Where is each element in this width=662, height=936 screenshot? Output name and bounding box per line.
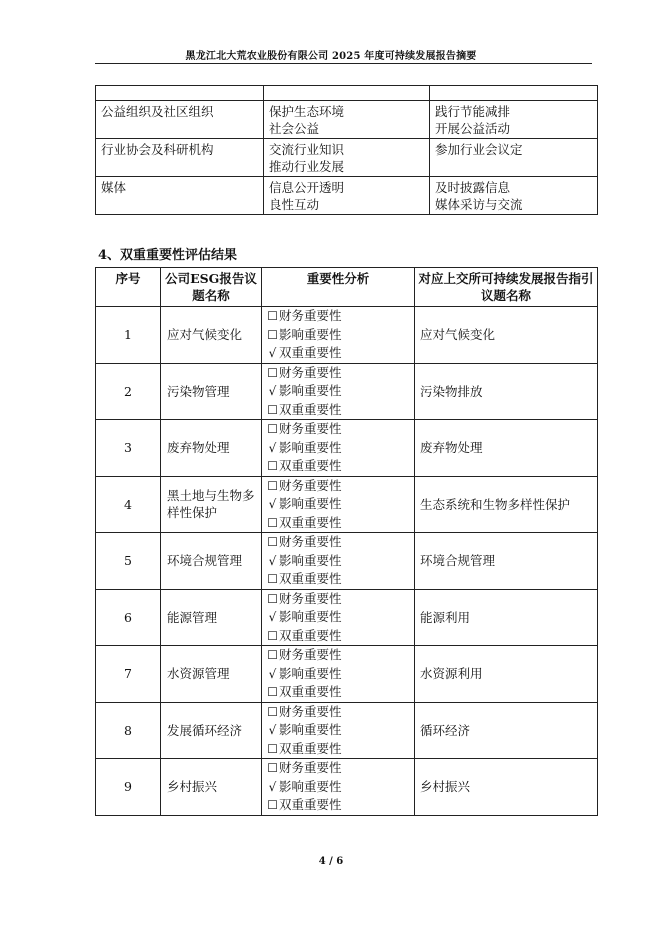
materiality-option (266, 608, 414, 627)
checkbox-icon: ☐ (267, 572, 278, 586)
materiality-option-label: 双重重要性 (279, 797, 342, 812)
materiality-option-label: 影响重要性 (279, 383, 342, 398)
checkbox-icon: ☐ (267, 704, 278, 719)
topic-name: 水资源管理 (161, 646, 262, 703)
stakeholder-channel: 践行节能减排 (435, 104, 511, 119)
materiality-option-label: 影响重要性 (279, 609, 342, 624)
materiality-option (266, 401, 414, 420)
materiality-option-label: 财务重要性 (279, 647, 342, 662)
materiality-option (266, 665, 414, 684)
row-index: 2 (96, 363, 161, 420)
stakeholder-table (95, 85, 598, 215)
stakeholder-concern: 交流行业知识 (269, 142, 345, 157)
materiality-option (266, 477, 414, 496)
stakeholder-group: 媒体 (101, 180, 127, 195)
column-header-topic: 公司ESG报告议题名称 (161, 268, 262, 307)
topic-name: 污染物管理 (161, 363, 262, 420)
materiality-option (266, 307, 414, 326)
checkbox-icon: ☐ (267, 761, 278, 775)
materiality-option-label: 双重重要性 (279, 458, 342, 473)
checkmark-icon: √ (268, 666, 277, 681)
checkbox-icon: ☐ (267, 648, 278, 662)
checkmark-icon: √ (268, 610, 277, 624)
materiality-options (262, 759, 415, 816)
stakeholder-row (96, 139, 598, 177)
materiality-option (266, 570, 414, 589)
materiality-options (262, 533, 415, 590)
topic-name: 乡村振兴 (161, 759, 262, 816)
materiality-option-label: 影响重要性 (279, 439, 342, 455)
materiality-option-label: 财务重要性 (279, 477, 342, 493)
guideline-topic: 能源利用 (415, 589, 598, 646)
materiality-option (266, 703, 414, 722)
materiality-option (266, 344, 414, 363)
checkbox-icon: ☐ (267, 459, 278, 473)
materiality-options (262, 420, 415, 477)
stakeholder-concern: 社会公益 (269, 121, 320, 136)
checkbox-icon: ☐ (267, 327, 278, 342)
checkmark-icon: √ (268, 497, 277, 511)
materiality-option (266, 627, 414, 646)
guideline-topic: 乡村振兴 (415, 759, 598, 816)
topic-name: 黑土地与生物多样性保护 (161, 476, 262, 533)
materiality-option (266, 439, 414, 458)
stakeholder-channel: 及时披露信息 (435, 180, 511, 195)
materiality-option (266, 646, 414, 665)
row-index: 9 (96, 759, 161, 816)
materiality-option (266, 796, 414, 815)
page-number: 4 / 6 (318, 856, 344, 867)
materiality-option-label: 双重重要性 (279, 627, 342, 643)
materiality-option-label: 影响重要性 (279, 722, 342, 737)
stakeholder-concern: 推动行业发展 (269, 159, 345, 174)
stakeholder-channel-cell (430, 86, 598, 101)
table-row (96, 646, 598, 703)
guideline-topic: 应对气候变化 (415, 307, 598, 364)
row-index: 1 (96, 307, 161, 364)
materiality-option (266, 740, 414, 759)
materiality-option (266, 326, 414, 345)
stakeholder-channel: 开展公益活动 (435, 121, 511, 136)
column-header-guideline: 对应上交所可持续发展报告指引议题名称 (415, 268, 598, 307)
checkbox-icon: ☐ (267, 628, 278, 643)
materiality-option (266, 778, 414, 797)
checkbox-icon: ☐ (267, 515, 278, 530)
materiality-option (266, 683, 414, 702)
column-header-index: 序号 (96, 268, 161, 307)
checkbox-icon: ☐ (267, 402, 278, 417)
materiality-option-label: 财务重要性 (279, 590, 342, 606)
stakeholder-concern-cell (264, 86, 430, 101)
checkbox-icon: ☐ (267, 422, 278, 436)
guideline-topic: 水资源利用 (415, 646, 598, 703)
stakeholder-group-cell (96, 101, 264, 139)
materiality-option-label: 双重重要性 (279, 684, 342, 699)
table-row (96, 476, 598, 533)
materiality-option (266, 495, 414, 514)
materiality-option-label: 影响重要性 (279, 665, 342, 681)
table-row (96, 589, 598, 646)
checkmark-icon: √ (268, 440, 277, 455)
topic-name: 发展循环经济 (161, 702, 262, 759)
materiality-option-label: 财务重要性 (279, 421, 342, 436)
stakeholder-concern-cell (264, 101, 430, 139)
stakeholder-concern: 信息公开透明 (269, 180, 345, 195)
table-row (96, 420, 598, 477)
materiality-option (266, 552, 414, 571)
checkmark-icon: √ (268, 723, 277, 737)
stakeholder-channel-cell (430, 139, 598, 177)
header-divider (95, 63, 592, 64)
materiality-options (262, 589, 415, 646)
materiality-option (266, 590, 414, 609)
materiality-option (266, 382, 414, 401)
document-header-title: 黑龙江北大荒农业股份有限公司 2025 年度可持续发展报告摘要 (185, 51, 477, 62)
guideline-topic: 循环经济 (415, 702, 598, 759)
stakeholder-group: 行业协会及科研机构 (101, 142, 214, 157)
topic-name: 应对气候变化 (161, 307, 262, 364)
materiality-option-label: 双重重要性 (279, 740, 342, 756)
row-index: 8 (96, 702, 161, 759)
guideline-topic: 废弃物处理 (415, 420, 598, 477)
guideline-topic: 环境合规管理 (415, 533, 598, 590)
materiality-option-label: 影响重要性 (279, 496, 342, 511)
table-row (96, 533, 598, 590)
stakeholder-channel-cell (430, 101, 598, 139)
stakeholder-row (96, 86, 598, 101)
stakeholder-row (96, 177, 598, 215)
materiality-option-label: 财务重要性 (279, 703, 342, 719)
checkmark-icon: √ (268, 553, 277, 568)
materiality-options (262, 476, 415, 533)
materiality-option (266, 759, 414, 778)
materiality-options (262, 646, 415, 703)
topic-name: 能源管理 (161, 589, 262, 646)
topic-name: 环境合规管理 (161, 533, 262, 590)
materiality-option-label: 影响重要性 (279, 778, 342, 794)
checkbox-icon: ☐ (267, 478, 278, 493)
stakeholder-group: 公益组织及社区组织 (101, 104, 214, 119)
row-index: 6 (96, 589, 161, 646)
table-row (96, 307, 598, 364)
topic-name: 废弃物处理 (161, 420, 262, 477)
column-header-analysis: 重要性分析 (262, 268, 415, 307)
section-heading: 4、双重重要性评估结果 (98, 248, 238, 263)
checkmark-icon: √ (268, 779, 277, 794)
stakeholder-group-cell (96, 177, 264, 215)
row-index: 5 (96, 533, 161, 590)
stakeholder-channel: 参加行业会议定 (435, 142, 523, 157)
guideline-topic: 污染物排放 (415, 363, 598, 420)
materiality-option-label: 影响重要性 (279, 326, 342, 342)
stakeholder-group-cell (96, 139, 264, 177)
materiality-option-label: 双重重要性 (279, 345, 342, 360)
stakeholder-group-cell (96, 86, 264, 101)
table-row (96, 363, 598, 420)
materiality-header-row (96, 268, 598, 307)
materiality-table (95, 267, 598, 816)
stakeholder-row (96, 101, 598, 139)
materiality-option-label: 双重重要性 (279, 571, 342, 586)
checkmark-icon: √ (268, 346, 277, 360)
stakeholder-concern: 保护生态环境 (269, 104, 345, 119)
checkbox-icon: ☐ (267, 685, 278, 699)
row-index: 4 (96, 476, 161, 533)
materiality-options (262, 307, 415, 364)
checkbox-icon: ☐ (267, 741, 278, 756)
materiality-options (262, 702, 415, 759)
stakeholder-channel-cell (430, 177, 598, 215)
materiality-option (266, 420, 414, 439)
materiality-option-label: 财务重要性 (279, 364, 342, 380)
materiality-option-label: 财务重要性 (279, 534, 342, 549)
materiality-option-label: 财务重要性 (279, 760, 342, 775)
checkmark-icon: √ (268, 384, 277, 398)
checkbox-icon: ☐ (267, 535, 278, 549)
checkbox-icon: ☐ (267, 798, 278, 812)
materiality-option (266, 364, 414, 383)
checkbox-icon: ☐ (267, 591, 278, 606)
materiality-option (266, 514, 414, 533)
stakeholder-concern-cell (264, 139, 430, 177)
table-row (96, 702, 598, 759)
row-index: 3 (96, 420, 161, 477)
stakeholder-concern: 良性互动 (269, 197, 320, 212)
materiality-option-label: 双重重要性 (279, 514, 342, 530)
checkbox-icon: ☐ (267, 309, 278, 323)
table-row (96, 759, 598, 816)
materiality-option (266, 721, 414, 740)
materiality-option (266, 533, 414, 552)
materiality-options (262, 363, 415, 420)
materiality-option-label: 影响重要性 (279, 552, 342, 568)
row-index: 7 (96, 646, 161, 703)
stakeholder-concern-cell (264, 177, 430, 215)
materiality-option-label: 双重重要性 (279, 401, 342, 417)
guideline-topic: 生态系统和生物多样性保护 (415, 476, 598, 533)
checkbox-icon: ☐ (267, 365, 278, 380)
stakeholder-channel: 媒体采访与交流 (435, 197, 523, 212)
materiality-option (266, 457, 414, 476)
materiality-option-label: 财务重要性 (279, 308, 342, 323)
